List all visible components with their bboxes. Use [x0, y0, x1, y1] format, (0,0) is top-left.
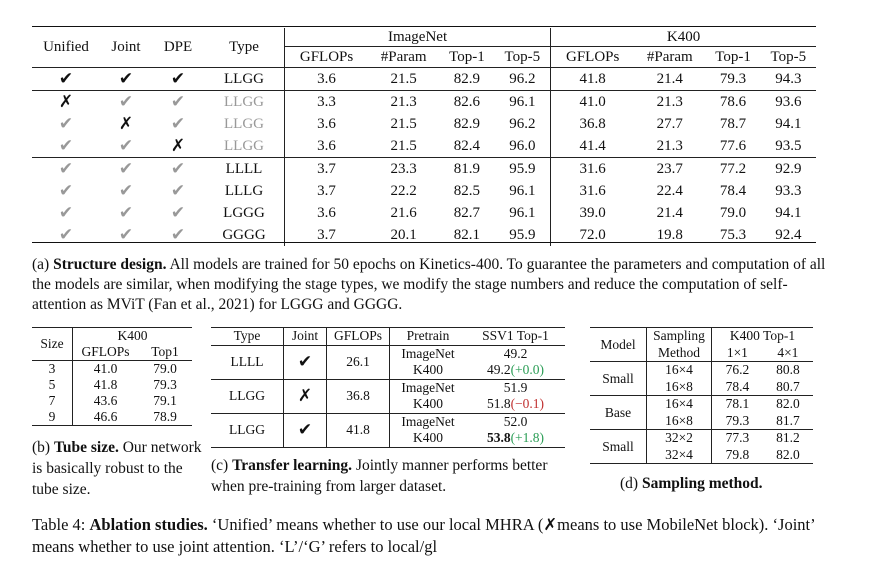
cross-mark-icon: ✗: [118, 114, 134, 133]
pretrain-cell: ImageNet: [390, 413, 467, 430]
table-row: [211, 413, 565, 430]
gflops-cell: 41.8: [93, 377, 118, 392]
check-mark-icon: ✔: [100, 158, 152, 181]
top1-1x1-cell: 78.4: [712, 379, 763, 396]
table-row: [32, 135, 816, 158]
k-top1-cell: 78.7: [719, 115, 747, 132]
pretrain-cell: K400: [390, 430, 467, 447]
pretrain-cell: K400: [390, 362, 467, 379]
k-top5-cell: 92.9: [761, 158, 816, 181]
type-cell: LLGG: [204, 135, 285, 158]
type-cell: LGGG: [204, 202, 285, 224]
in-gflops-cell: 3.7: [317, 226, 336, 243]
k-top5-cell: 93.6: [761, 91, 816, 114]
size-cell: 9: [32, 409, 73, 426]
method-cell: 32×4: [647, 447, 712, 464]
top1-1x1-cell: 77.3: [725, 430, 750, 446]
header-4x1: 4×1: [777, 344, 799, 360]
table-row: [590, 396, 813, 413]
in-top5-cell: 96.1: [495, 202, 551, 224]
table-row: [590, 430, 813, 447]
header-sampling: Sampling: [647, 328, 712, 345]
in-param-cell: 21.3: [368, 91, 439, 114]
header-ssv1: SSV1 Top-1: [482, 328, 549, 344]
header-dpe: DPE: [163, 39, 193, 55]
k-gflops-cell: 36.8: [579, 115, 606, 132]
top1-4x1-cell: 82.0: [763, 447, 813, 464]
caption-b: (b) Tube size. Our network is basically robust to the tube size.: [32, 439, 202, 498]
gflops-cell: 41.0: [73, 361, 139, 378]
in-gflops-cell: 3.6: [285, 68, 369, 91]
check-mark-icon: ✔: [32, 68, 100, 91]
header-in-param: #Param: [380, 48, 427, 65]
ssv1-cell: 51.9: [503, 379, 528, 395]
in-gflops-cell: 3.6: [317, 137, 336, 154]
ssv1-cell: 49.2: [503, 345, 528, 361]
in-gflops-cell: 3.6: [317, 115, 336, 132]
check-mark-icon: ✔: [152, 91, 204, 114]
k-top1-cell: 75.3: [719, 226, 747, 243]
k-top5-cell: 94.3: [761, 68, 816, 91]
tube-size-table: [32, 327, 192, 426]
k-param-cell: 19.8: [656, 226, 683, 243]
check-mark-icon: ✔: [118, 181, 134, 200]
in-param-cell: 21.5: [390, 115, 417, 132]
header-k-param: #Param: [646, 48, 693, 65]
in-param-cell: 20.1: [390, 226, 417, 243]
size-cell: 7: [32, 393, 73, 409]
size-cell: 3: [32, 361, 73, 378]
top1-1x1-cell: 79.8: [712, 447, 763, 464]
in-top5-cell: 96.0: [495, 135, 551, 158]
k-top5-cell: 94.1: [775, 115, 802, 132]
check-mark-icon: ✔: [58, 225, 74, 244]
top1-1x1-cell: 76.2: [725, 362, 750, 378]
type-cell: LLGG: [211, 413, 284, 447]
check-mark-icon: ✔: [58, 181, 74, 200]
header-k-top5: Top-5: [770, 48, 807, 65]
k-gflops-cell: 31.6: [579, 182, 606, 199]
in-top5-cell: 96.2: [495, 68, 551, 91]
ssv1-delta: (−0.1): [510, 396, 545, 412]
gflops-cell: 46.6: [73, 409, 139, 426]
header-method: Method: [647, 345, 712, 362]
transfer-learning-table: [211, 327, 565, 448]
top1-4x1-cell: 80.7: [763, 379, 813, 396]
header-k400-top1: K400 Top-1: [729, 328, 796, 344]
k-top1-cell: 79.3: [705, 68, 760, 91]
in-gflops-cell: 3.7: [317, 182, 336, 199]
in-top5-cell: 96.1: [495, 180, 551, 202]
top1-cell: 79.1: [153, 393, 177, 408]
type-cell: GGGG: [204, 224, 285, 246]
k-param-cell: 23.7: [634, 158, 705, 181]
in-top5-cell: 95.9: [495, 224, 551, 246]
table-row: [32, 202, 816, 224]
top1-4x1-cell: 81.7: [763, 413, 813, 430]
gflops-cell: 43.6: [93, 393, 118, 408]
ssv1-cell: [466, 430, 565, 447]
method-cell: 16×4: [647, 362, 712, 379]
in-top1-cell: 82.7: [453, 204, 481, 221]
cross-mark-icon: ✗: [32, 91, 100, 114]
k-top5-cell: 94.1: [775, 204, 802, 221]
cross-mark-icon: ✗: [284, 379, 327, 413]
type-cell: LLLL: [211, 345, 284, 379]
type-cell: LLGG: [204, 91, 285, 114]
header-type: Type: [204, 28, 285, 68]
in-param-cell: 22.2: [390, 182, 417, 199]
header-in-gflops: GFLOPs: [299, 48, 354, 65]
check-mark-icon: ✔: [152, 68, 204, 91]
header-joint: Joint: [111, 39, 141, 55]
model-cell: Small: [590, 362, 647, 396]
k-param-cell: 22.4: [656, 182, 683, 199]
k-top1-cell: 77.6: [719, 137, 747, 154]
method-cell: 16×4: [647, 396, 712, 413]
check-mark-icon: ✔: [170, 203, 186, 222]
table-row: [32, 91, 816, 114]
gflops-cell: 26.1: [327, 345, 390, 379]
gflops-cell: 41.8: [327, 413, 390, 447]
header-type: Type: [233, 328, 261, 344]
k-top5-cell: 92.4: [775, 226, 802, 243]
check-mark-icon: ✔: [170, 114, 186, 133]
table4-caption: Table 4: Ablation studies. ‘Unified’ means whether to use our local MHRA (✗means to use MobileNet block). ‘Joint’ means whether to use joint attention. ‘L’/‘G’ refers to local/gl: [32, 515, 815, 556]
in-top1-cell: 82.5: [453, 182, 481, 199]
k-gflops-cell: 31.6: [551, 158, 635, 181]
top1-cell: 79.0: [138, 361, 192, 378]
in-gflops-cell: 3.6: [317, 204, 336, 221]
header-k-top1: Top-1: [715, 48, 751, 65]
k-param-cell: 21.3: [656, 137, 683, 154]
in-top1-cell: 82.9: [439, 68, 494, 91]
check-mark-icon: ✔: [152, 158, 204, 181]
method-cell: 16×8: [647, 413, 712, 430]
table-row: [32, 393, 192, 409]
type-cell: LLLL: [204, 158, 285, 181]
table-row: [32, 68, 816, 91]
in-top1-cell: 82.1: [453, 226, 481, 243]
structure-design-table: [32, 28, 816, 246]
table-row: [32, 180, 816, 202]
pretrain-cell: ImageNet: [390, 379, 467, 396]
in-gflops-cell: 3.7: [285, 158, 369, 181]
header-1x1: 1×1: [726, 344, 748, 360]
k-top1-cell: 78.6: [705, 91, 760, 114]
type-cell: LLGG: [204, 113, 285, 135]
header-joint: Joint: [284, 328, 327, 346]
check-mark-icon: ✔: [58, 203, 74, 222]
bottom-rule: [32, 242, 816, 243]
in-param-cell: 23.3: [368, 158, 439, 181]
in-top5-cell: 96.1: [495, 91, 551, 114]
header-top1: Top1: [151, 344, 179, 359]
in-param-cell: 21.5: [368, 68, 439, 91]
model-cell: Small: [590, 430, 647, 464]
k-top1-cell: 77.2: [705, 158, 760, 181]
table-row: [590, 362, 813, 379]
k-top1-cell: 78.4: [719, 182, 747, 199]
in-top5-cell: 96.2: [495, 113, 551, 135]
ssv1-cell: 52.0: [503, 413, 528, 429]
check-mark-icon: ✔: [100, 91, 152, 114]
check-mark-icon: ✔: [170, 181, 186, 200]
check-mark-icon: ✔: [32, 158, 100, 181]
header-in-top1: Top-1: [449, 48, 485, 65]
header-k400: K400: [551, 28, 816, 47]
gflops-cell: 36.8: [327, 379, 390, 413]
check-mark-icon: ✔: [170, 225, 186, 244]
in-top1-cell: 81.9: [439, 158, 494, 181]
k-gflops-cell: 41.8: [551, 68, 635, 91]
k-top5-cell: 93.3: [775, 182, 802, 199]
table-row: [32, 158, 816, 181]
in-top5-cell: 95.9: [495, 158, 551, 181]
ssv1-value: 49.2: [486, 362, 511, 378]
caption-a: (a) Structure design. All models are trained for 50 epochs on Kinetics-400. To guarantee the parameters and computation of all the models are similar, when modifying the stage types, we modify the stage numbers and reduce the computation of self-attention as MViT (Fan et al., 2021) for LGGG and GGGG.: [32, 256, 826, 313]
k-gflops-cell: 39.0: [579, 204, 606, 221]
ssv1-value: 53.8: [486, 430, 511, 446]
k-gflops-cell: 41.4: [579, 137, 606, 154]
cross-mark-icon: ✗: [170, 136, 186, 155]
ssv1-delta: (+1.8): [510, 430, 545, 446]
pretrain-cell: K400: [390, 396, 467, 413]
top-rule: [32, 26, 816, 27]
header-model: Model: [590, 328, 647, 362]
caption-c: (c) Transfer learning. Jointly manner performs better when pre-training from larger dataset.: [211, 457, 548, 495]
caption-d: (d) Sampling method.: [620, 475, 763, 492]
k-param-cell: 27.7: [656, 115, 683, 132]
top1-1x1-cell: 78.1: [725, 396, 750, 412]
in-param-cell: 21.5: [390, 137, 417, 154]
ssv1-value: 51.8: [486, 396, 511, 412]
in-top1-cell: 82.6: [439, 91, 494, 114]
top1-4x1-cell: 81.2: [776, 430, 800, 446]
ssv1-delta: (+0.0): [510, 362, 545, 378]
top1-cell: 78.9: [138, 409, 192, 426]
method-cell: 32×2: [647, 430, 712, 447]
in-param-cell: 21.6: [390, 204, 417, 221]
header-gflops: GFLOPs: [327, 328, 390, 346]
k-top5-cell: 93.5: [775, 137, 802, 154]
check-mark-icon: ✔: [100, 68, 152, 91]
table-row: [32, 113, 816, 135]
type-cell: LLGG: [204, 68, 285, 91]
ssv1-cell: [466, 396, 565, 413]
check-mark-icon: ✔: [118, 136, 134, 155]
header-unified: Unified: [43, 39, 89, 55]
table-row: [211, 379, 565, 396]
in-top1-cell: 82.4: [453, 137, 481, 154]
k-param-cell: 21.4: [656, 204, 683, 221]
in-top1-cell: 82.9: [453, 115, 481, 132]
table-row: [32, 377, 192, 393]
k-top1-cell: 79.0: [719, 204, 747, 221]
check-mark-icon: ✔: [284, 413, 327, 447]
header-pretrain: Pretrain: [390, 328, 467, 346]
k-gflops-cell: 72.0: [579, 226, 606, 243]
method-cell: 16×8: [647, 379, 712, 396]
size-cell: 5: [32, 377, 73, 393]
top1-4x1-cell: 80.8: [776, 362, 800, 378]
header-k400: K400: [73, 328, 193, 345]
check-mark-icon: ✔: [284, 345, 327, 379]
check-mark-icon: ✔: [58, 114, 74, 133]
type-cell: LLLG: [204, 180, 285, 202]
top1-1x1-cell: 79.3: [712, 413, 763, 430]
sampling-method-table: [590, 327, 813, 464]
model-cell: Base: [590, 396, 647, 430]
table-row: [211, 345, 565, 362]
check-mark-icon: ✔: [118, 203, 134, 222]
header-imagenet: ImageNet: [285, 28, 551, 47]
top1-4x1-cell: 82.0: [776, 396, 800, 412]
table-row: [32, 361, 192, 378]
check-mark-icon: ✔: [58, 136, 74, 155]
pretrain-cell: ImageNet: [390, 345, 467, 362]
in-gflops-cell: 3.3: [285, 91, 369, 114]
k-gflops-cell: 41.0: [551, 91, 635, 114]
header-k-gflops: GFLOPs: [566, 48, 620, 65]
ssv1-cell: [466, 362, 565, 379]
header-gflops: GFLOPs: [81, 344, 130, 359]
type-cell: LLGG: [211, 379, 284, 413]
k-param-cell: 21.3: [634, 91, 705, 114]
check-mark-icon: ✔: [118, 225, 134, 244]
table-row: [32, 409, 192, 426]
top1-cell: 79.3: [153, 377, 177, 392]
header-size: Size: [32, 328, 73, 361]
header-in-top5: Top-5: [495, 47, 551, 68]
k-param-cell: 21.4: [634, 68, 705, 91]
